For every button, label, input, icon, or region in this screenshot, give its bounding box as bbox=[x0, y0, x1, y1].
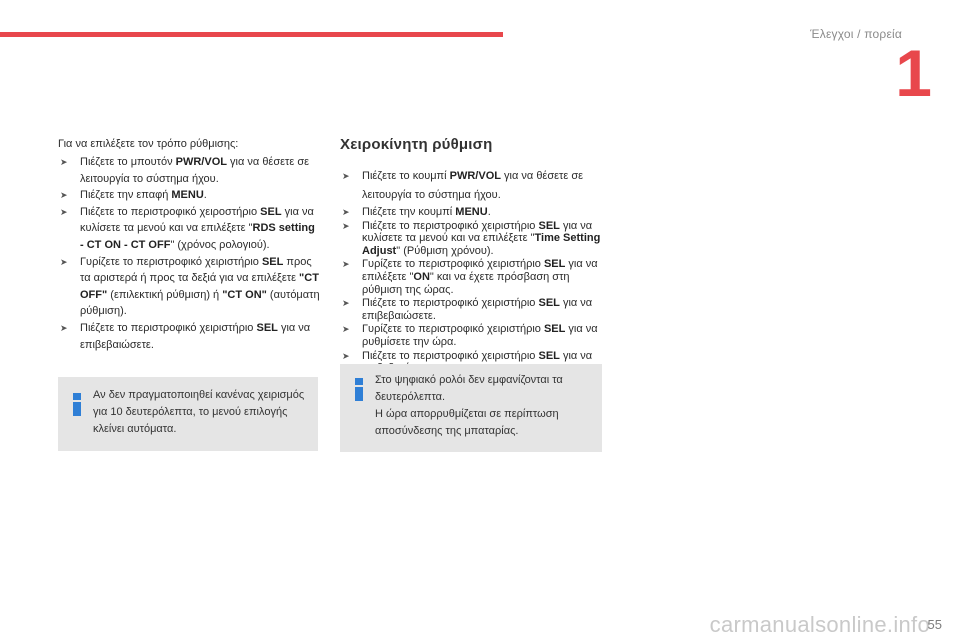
info-icon bbox=[355, 378, 363, 401]
info-box-left bbox=[58, 377, 318, 451]
info-text-1: Στο ψηφιακό ρολόι δεν εμφανίζονται τα δευτερόλεπτα. bbox=[375, 374, 563, 403]
list-item: ➤ Πιέζετε το κουμπί PWR/VOL για να θέσετε σε λειτουργία το σύστημα ήχου. bbox=[340, 167, 605, 205]
top-accent-bar bbox=[0, 32, 503, 37]
left-steps-list bbox=[58, 154, 320, 353]
list-item: ➤ Γυρίζετε το περιστροφικό χειριστήριο SEL προς τα αριστερά ή προς τα δεξιά για να επιλέξετε "CT OFF" (επιλεκτική ρύθμιση) ή "CT ON" (αυτόματη ρύθμιση). bbox=[60, 255, 320, 318]
watermark: carmanualsonline.info bbox=[709, 612, 930, 637]
arrow-right-icon: ➤ bbox=[342, 220, 350, 231]
left-column bbox=[58, 137, 320, 353]
arrow-right-icon: ➤ bbox=[342, 259, 350, 270]
arrow-right-icon: ➤ bbox=[60, 190, 68, 201]
section-title: Έλεγχοι / πορεία bbox=[810, 27, 902, 41]
arrow-right-icon: ➤ bbox=[342, 324, 350, 335]
arrow-right-icon: ➤ bbox=[60, 256, 68, 267]
arrow-right-icon: ➤ bbox=[342, 298, 350, 309]
page-number: 55 bbox=[927, 617, 942, 632]
arrow-right-icon: ➤ bbox=[342, 350, 350, 361]
intro-text: Για να επιλέξετε τον τρόπο ρύθμισης: bbox=[58, 138, 239, 150]
info-box-right bbox=[340, 364, 602, 452]
arrow-right-icon: ➤ bbox=[60, 206, 68, 217]
info-text: Αν δεν πραγματοποιηθεί κανένας χειρισμός για 10 δευτερόλεπτα, το μενού επιλογής κλείνει αυτόματα. bbox=[93, 389, 305, 435]
list-item: ➤ Πιέζετε την επαφή MENU. bbox=[58, 187, 320, 204]
list-item: ➤ Πιέζετε το περιστροφικό χειροστήριο SEL για να κυλίσετε τα μενού και να επιλέξετε "RDS setting - CT ON - CT OFF" (χρόνος ρολογιού). bbox=[60, 205, 315, 251]
info-icon bbox=[73, 393, 81, 416]
right-steps-list bbox=[340, 167, 605, 375]
info-text-2: Η ώρα απορρυθμίζεται σε περίπτωση αποσύνδεσης της μπαταρίας. bbox=[375, 408, 559, 437]
chapter-number: 1 bbox=[895, 36, 932, 110]
list-item: ➤ Πιέζετε το περιστροφικό χειριστήριο SEL για να bbox=[342, 349, 593, 362]
arrow-right-icon: ➤ bbox=[342, 171, 350, 181]
list-item: ➤ Πιέζετε το περιστροφικό χειριστήριο SEL για να επιβεβαιώσετε. bbox=[60, 321, 311, 351]
arrow-right-icon: ➤ bbox=[342, 207, 350, 217]
arrow-right-icon: ➤ bbox=[60, 157, 68, 167]
right-column bbox=[340, 137, 605, 376]
list-item: ➤ Πιέζετε το περιστροφικό χειριστήριο SEL για να κυλίσετε τα μενού και να επιλέξετε "Time Setting Adjust" (Ρύθμιση χρόνου). bbox=[342, 219, 601, 257]
list-item: ➤ Πιέζετε το περιστροφικό χειριστήριο SEL για να επιβεβαιώσετε. bbox=[342, 297, 593, 322]
arrow-right-icon: ➤ bbox=[60, 322, 68, 333]
list-item: ➤ Πιέζετε το μπουτόν PWR/VOL για να θέσετε σε λειτουργία το σύστημα ήχου. bbox=[60, 156, 310, 185]
list-item: ➤ Πιέζετε την κουμπί MENU. bbox=[342, 206, 491, 218]
list-item: ➤ Γυρίζετε το περιστροφικό χειριστήριο SEL για να ρυθμίσετε την ώρα. bbox=[342, 323, 598, 348]
section-heading: Χειροκίνητη ρύθμιση bbox=[340, 136, 493, 153]
list-item: ➤ Γυρίζετε το περιστροφικό χειριστήριο SEL για να επιλέξετε "ON" και να έχετε πρόσβαση στη ρύθμιση της ώρας. bbox=[342, 258, 598, 296]
